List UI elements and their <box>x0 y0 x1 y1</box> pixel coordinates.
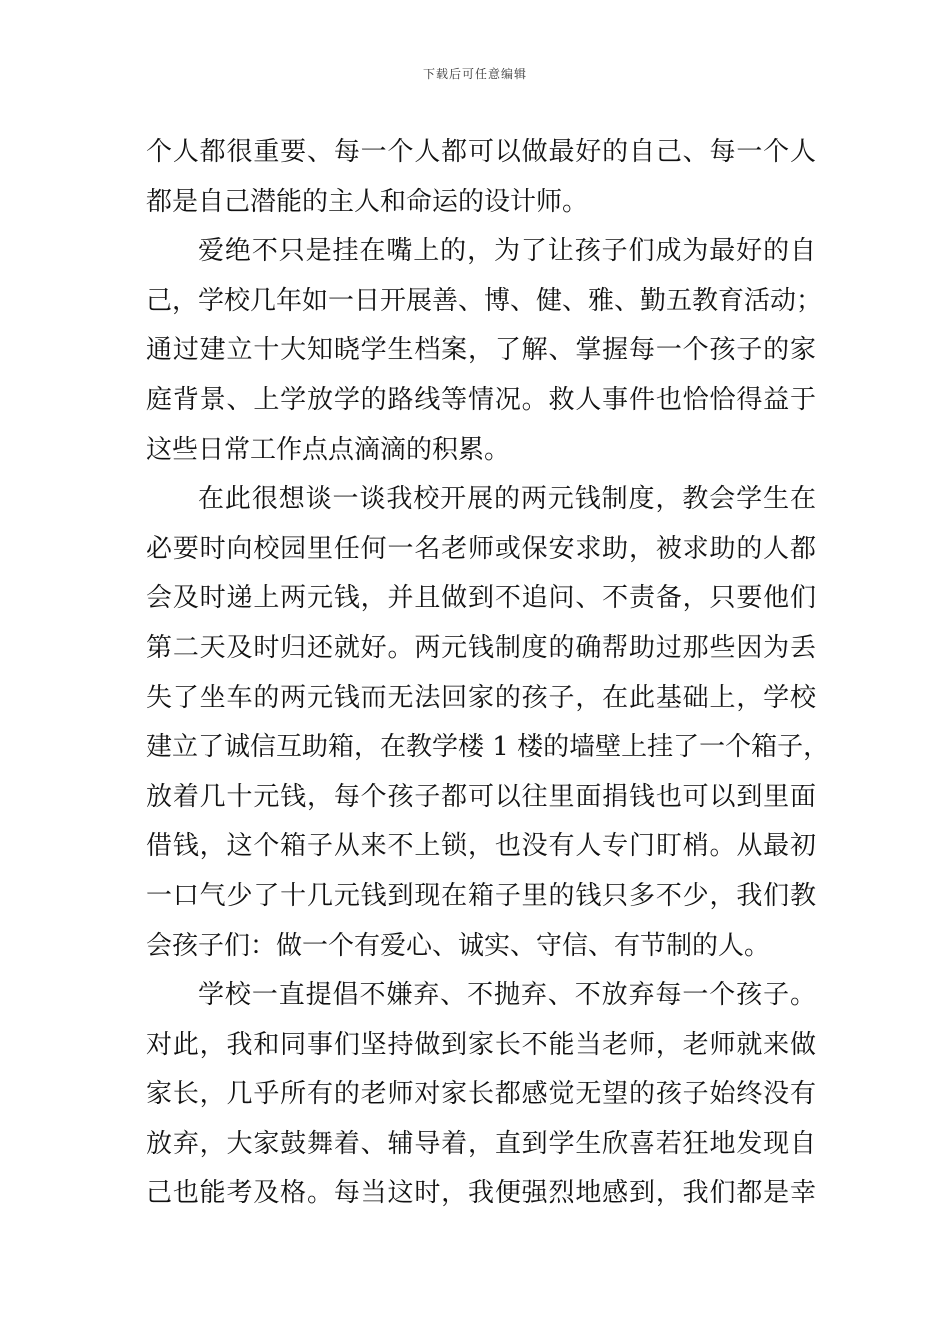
paragraph <box>146 971 816 1219</box>
text-line: 家长，几乎所有的老师对家长都感觉无望的孩子始终没有 <box>146 1079 816 1110</box>
text-line: 必要时向校园里任何一名老师或保安求助，被求助的人都 <box>146 533 816 564</box>
text-line: 庭背景、上学放学的路线等情况。救人事件也恰恰得益于 <box>146 384 816 415</box>
text-line: 会孩子们：做一个有爱心、诚实、守信、有节制的人。 <box>146 930 771 961</box>
text-line: 借钱，这个箱子从来不上锁，也没有人专门盯梢。从最初 <box>146 831 816 862</box>
text-line: 建立了诚信互助箱，在教学楼 1 楼的墙壁上挂了一个箱子， <box>146 732 830 763</box>
text-line: 会及时递上两元钱，并且做到不追问、不责备，只要他们 <box>146 583 816 614</box>
paragraph <box>146 475 830 971</box>
text-line: 这些日常工作点点滴滴的积累。 <box>146 434 511 465</box>
paragraph <box>146 227 823 475</box>
text-line: 对此，我和同事们坚持做到家长不能当老师，老师就来做 <box>146 1029 816 1060</box>
paragraph <box>146 128 816 227</box>
text-line: 通过建立十大知晓学生档案，了解、掌握每一个孩子的家 <box>146 335 816 366</box>
text-line: 失了坐车的两元钱而无法回家的孩子，在此基础上，学校 <box>146 682 816 713</box>
text-line: 放弃，大家鼓舞着、辅导着，直到学生欣喜若狂地发现自 <box>146 1128 816 1159</box>
text-line: 第二天及时归还就好。两元钱制度的确帮助过那些因为丢 <box>146 632 816 663</box>
text-line: 己，学校几年如一日开展善、博、健、雅、勤五教育活动； <box>146 285 823 316</box>
text-line: 学校一直提倡不嫌弃、不抛弃、不放弃每一个孩子。 <box>198 980 816 1011</box>
document-body <box>146 128 830 1219</box>
text-line: 一口气少了十几元钱到现在箱子里的钱只多不少，我们教 <box>146 880 816 911</box>
text-line: 在此很想谈一谈我校开展的两元钱制度，教会学生在 <box>198 484 816 515</box>
text-line: 己也能考及格。每当这时，我便强烈地感到，我们都是幸 <box>146 1178 816 1209</box>
page-header: 下载后可任意编辑 <box>422 67 527 81</box>
text-line: 放着几十元钱，每个孩子都可以往里面捐钱也可以到里面 <box>146 781 816 812</box>
text-line: 个人都很重要、每一个人都可以做最好的自己、每一个人 <box>146 137 816 167</box>
text-line: 爱绝不只是挂在嘴上的，为了让孩子们成为最好的自 <box>198 236 816 267</box>
text-line: 都是自己潜能的主人和命运的设计师。 <box>146 186 589 217</box>
